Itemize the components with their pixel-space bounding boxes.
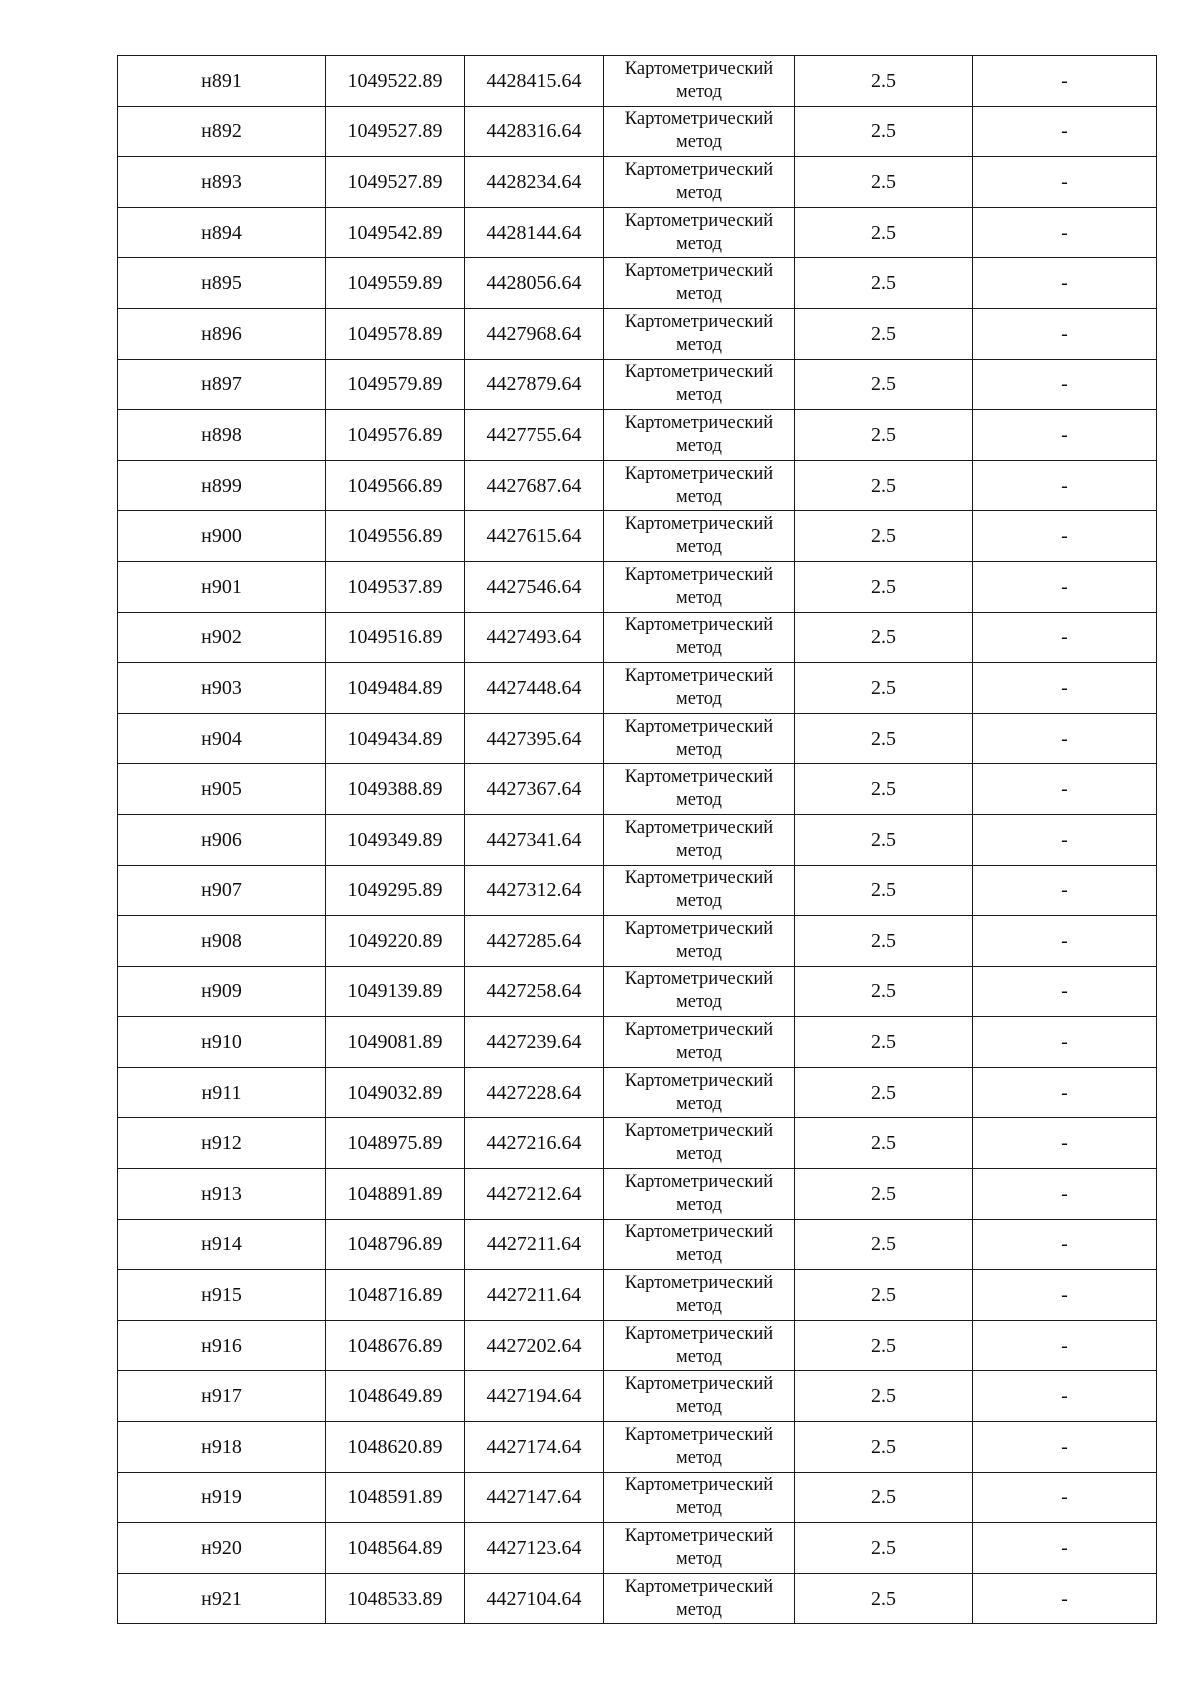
point-id-cell: н909	[118, 966, 326, 1017]
table-row	[118, 916, 1157, 967]
accuracy-cell: 2.5	[795, 1017, 973, 1068]
note-cell: -	[973, 966, 1157, 1017]
method-line-2: метод	[676, 233, 722, 254]
point-id-cell: н896	[118, 308, 326, 359]
point-id-cell: н910	[118, 1017, 326, 1068]
method-line-2: метод	[676, 537, 722, 558]
x-coordinate-cell: 1048796.89	[326, 1219, 465, 1270]
accuracy-cell: 2.5	[795, 410, 973, 461]
point-id-cell: н904	[118, 713, 326, 764]
method-line-1: Картометрический	[624, 514, 774, 535]
method-line-2: метод	[676, 638, 722, 659]
point-id-cell: н911	[118, 1067, 326, 1118]
x-coordinate-cell: 1049579.89	[326, 359, 465, 410]
point-id-cell: н916	[118, 1320, 326, 1371]
method-line-2: метод	[676, 992, 722, 1013]
method-line-2: метод	[676, 385, 722, 406]
accuracy-cell: 2.5	[795, 1371, 973, 1422]
y-coordinate-cell: 4428234.64	[465, 157, 604, 208]
y-coordinate-cell: 4427285.64	[465, 916, 604, 967]
accuracy-cell: 2.5	[795, 359, 973, 410]
point-id-cell: н906	[118, 814, 326, 865]
method-cell	[604, 359, 795, 410]
table-row	[118, 1017, 1157, 1068]
table-row	[118, 56, 1157, 107]
method-line-1: Картометрический	[624, 1020, 774, 1041]
note-cell: -	[973, 258, 1157, 309]
method-line-1: Картометрический	[624, 767, 774, 788]
method-cell	[604, 157, 795, 208]
method-cell	[604, 207, 795, 258]
method-line-1: Картометрический	[624, 159, 774, 180]
note-cell: -	[973, 1169, 1157, 1220]
method-line-1: Картометрический	[624, 1526, 774, 1547]
accuracy-cell: 2.5	[795, 966, 973, 1017]
method-line-1: Картометрический	[624, 1323, 774, 1344]
method-line-1: Картометрический	[624, 1273, 774, 1294]
note-cell: -	[973, 814, 1157, 865]
x-coordinate-cell: 1048564.89	[326, 1523, 465, 1574]
method-cell	[604, 612, 795, 663]
x-coordinate-cell: 1049542.89	[326, 207, 465, 258]
table-row	[118, 663, 1157, 714]
method-cell	[604, 663, 795, 714]
table-row	[118, 966, 1157, 1017]
accuracy-cell: 2.5	[795, 1472, 973, 1523]
x-coordinate-cell: 1048591.89	[326, 1472, 465, 1523]
y-coordinate-cell: 4427211.64	[465, 1270, 604, 1321]
method-line-2: метод	[676, 1346, 722, 1367]
x-coordinate-cell: 1049566.89	[326, 460, 465, 511]
y-coordinate-cell: 4427448.64	[465, 663, 604, 714]
y-coordinate-cell: 4427879.64	[465, 359, 604, 410]
method-line-2: метод	[676, 1498, 722, 1519]
method-cell	[604, 1320, 795, 1371]
y-coordinate-cell: 4427493.64	[465, 612, 604, 663]
method-line-2: метод	[676, 1599, 722, 1620]
method-line-2: метод	[676, 1397, 722, 1418]
y-coordinate-cell: 4427615.64	[465, 511, 604, 562]
point-id-cell: н894	[118, 207, 326, 258]
method-cell	[604, 1219, 795, 1270]
accuracy-cell: 2.5	[795, 1523, 973, 1574]
method-cell	[604, 106, 795, 157]
accuracy-cell: 2.5	[795, 511, 973, 562]
x-coordinate-cell: 1048649.89	[326, 1371, 465, 1422]
point-id-cell: н901	[118, 561, 326, 612]
method-cell	[604, 1118, 795, 1169]
point-id-cell: н899	[118, 460, 326, 511]
point-id-cell: н921	[118, 1573, 326, 1624]
x-coordinate-cell: 1048891.89	[326, 1169, 465, 1220]
accuracy-cell: 2.5	[795, 308, 973, 359]
point-id-cell: н895	[118, 258, 326, 309]
accuracy-cell: 2.5	[795, 207, 973, 258]
table-row	[118, 207, 1157, 258]
method-line-2: метод	[676, 1549, 722, 1570]
point-id-cell: н920	[118, 1523, 326, 1574]
accuracy-cell: 2.5	[795, 1270, 973, 1321]
point-id-cell: н917	[118, 1371, 326, 1422]
note-cell: -	[973, 561, 1157, 612]
method-line-2: метод	[676, 182, 722, 203]
method-line-2: метод	[676, 688, 722, 709]
method-line-2: метод	[676, 486, 722, 507]
accuracy-cell: 2.5	[795, 1169, 973, 1220]
method-line-1: Картометрический	[624, 868, 774, 889]
x-coordinate-cell: 1049522.89	[326, 56, 465, 107]
accuracy-cell: 2.5	[795, 916, 973, 967]
table-row	[118, 1523, 1157, 1574]
method-line-2: метод	[676, 1447, 722, 1468]
accuracy-cell: 2.5	[795, 764, 973, 815]
method-line-1: Картометрический	[624, 1171, 774, 1192]
table-row	[118, 511, 1157, 562]
method-line-1: Картометрический	[624, 58, 774, 79]
method-line-2: метод	[676, 81, 722, 102]
point-id-cell: н918	[118, 1422, 326, 1473]
y-coordinate-cell: 4427216.64	[465, 1118, 604, 1169]
note-cell: -	[973, 916, 1157, 967]
point-id-cell: н915	[118, 1270, 326, 1321]
table-row	[118, 359, 1157, 410]
method-line-1: Картометрический	[624, 412, 774, 433]
y-coordinate-cell: 4428415.64	[465, 56, 604, 107]
x-coordinate-cell: 1049484.89	[326, 663, 465, 714]
note-cell: -	[973, 1017, 1157, 1068]
x-coordinate-cell: 1049556.89	[326, 511, 465, 562]
accuracy-cell: 2.5	[795, 865, 973, 916]
method-line-1: Картометрический	[624, 665, 774, 686]
y-coordinate-cell: 4427258.64	[465, 966, 604, 1017]
note-cell: -	[973, 1270, 1157, 1321]
x-coordinate-cell: 1049578.89	[326, 308, 465, 359]
method-line-1: Картометрический	[624, 716, 774, 737]
note-cell: -	[973, 106, 1157, 157]
y-coordinate-cell: 4428316.64	[465, 106, 604, 157]
accuracy-cell: 2.5	[795, 713, 973, 764]
method-line-1: Картометрический	[624, 1374, 774, 1395]
method-line-1: Картометрический	[624, 463, 774, 484]
y-coordinate-cell: 4427104.64	[465, 1573, 604, 1624]
note-cell: -	[973, 1371, 1157, 1422]
y-coordinate-cell: 4427687.64	[465, 460, 604, 511]
y-coordinate-cell: 4427194.64	[465, 1371, 604, 1422]
x-coordinate-cell: 1048533.89	[326, 1573, 465, 1624]
accuracy-cell: 2.5	[795, 106, 973, 157]
accuracy-cell: 2.5	[795, 1422, 973, 1473]
note-cell: -	[973, 157, 1157, 208]
y-coordinate-cell: 4427239.64	[465, 1017, 604, 1068]
table-row	[118, 1371, 1157, 1422]
accuracy-cell: 2.5	[795, 1219, 973, 1270]
method-line-2: метод	[676, 1043, 722, 1064]
method-line-2: метод	[676, 891, 722, 912]
table-row	[118, 1472, 1157, 1523]
y-coordinate-cell: 4427147.64	[465, 1472, 604, 1523]
x-coordinate-cell: 1049576.89	[326, 410, 465, 461]
method-cell	[604, 1371, 795, 1422]
y-coordinate-cell: 4427367.64	[465, 764, 604, 815]
table-row	[118, 1118, 1157, 1169]
note-cell: -	[973, 410, 1157, 461]
y-coordinate-cell: 4427228.64	[465, 1067, 604, 1118]
y-coordinate-cell: 4427968.64	[465, 308, 604, 359]
method-line-2: метод	[676, 941, 722, 962]
method-line-1: Картометрический	[624, 362, 774, 383]
accuracy-cell: 2.5	[795, 460, 973, 511]
method-cell	[604, 916, 795, 967]
y-coordinate-cell: 4427174.64	[465, 1422, 604, 1473]
table-row	[118, 410, 1157, 461]
x-coordinate-cell: 1048620.89	[326, 1422, 465, 1473]
x-coordinate-cell: 1049032.89	[326, 1067, 465, 1118]
method-cell	[604, 1169, 795, 1220]
table-row	[118, 865, 1157, 916]
note-cell: -	[973, 308, 1157, 359]
x-coordinate-cell: 1049537.89	[326, 561, 465, 612]
method-cell	[604, 1270, 795, 1321]
y-coordinate-cell: 4428056.64	[465, 258, 604, 309]
table-row	[118, 1422, 1157, 1473]
point-id-cell: н903	[118, 663, 326, 714]
method-line-1: Картометрический	[624, 969, 774, 990]
note-cell: -	[973, 1573, 1157, 1624]
accuracy-cell: 2.5	[795, 157, 973, 208]
y-coordinate-cell: 4427312.64	[465, 865, 604, 916]
y-coordinate-cell: 4427395.64	[465, 713, 604, 764]
y-coordinate-cell: 4427212.64	[465, 1169, 604, 1220]
note-cell: -	[973, 56, 1157, 107]
table-row	[118, 1270, 1157, 1321]
note-cell: -	[973, 612, 1157, 663]
method-line-1: Картометрический	[624, 109, 774, 130]
accuracy-cell: 2.5	[795, 258, 973, 309]
point-id-cell: н892	[118, 106, 326, 157]
x-coordinate-cell: 1049388.89	[326, 764, 465, 815]
note-cell: -	[973, 1422, 1157, 1473]
note-cell: -	[973, 713, 1157, 764]
method-line-1: Картометрический	[624, 817, 774, 838]
method-cell	[604, 865, 795, 916]
point-id-cell: н897	[118, 359, 326, 410]
note-cell: -	[973, 359, 1157, 410]
table-row	[118, 612, 1157, 663]
method-cell	[604, 1422, 795, 1473]
x-coordinate-cell: 1048716.89	[326, 1270, 465, 1321]
x-coordinate-cell: 1049559.89	[326, 258, 465, 309]
y-coordinate-cell: 4427546.64	[465, 561, 604, 612]
note-cell: -	[973, 1118, 1157, 1169]
method-line-1: Картометрический	[624, 564, 774, 585]
point-id-cell: н907	[118, 865, 326, 916]
method-cell	[604, 561, 795, 612]
note-cell: -	[973, 1523, 1157, 1574]
method-line-2: метод	[676, 1144, 722, 1165]
y-coordinate-cell: 4427755.64	[465, 410, 604, 461]
method-line-1: Картометрический	[624, 1576, 774, 1597]
accuracy-cell: 2.5	[795, 561, 973, 612]
method-cell	[604, 511, 795, 562]
y-coordinate-cell: 4427123.64	[465, 1523, 604, 1574]
note-cell: -	[973, 1067, 1157, 1118]
y-coordinate-cell: 4428144.64	[465, 207, 604, 258]
point-id-cell: н908	[118, 916, 326, 967]
note-cell: -	[973, 663, 1157, 714]
table-row	[118, 157, 1157, 208]
point-id-cell: н891	[118, 56, 326, 107]
method-line-1: Картометрический	[624, 1222, 774, 1243]
x-coordinate-cell: 1048676.89	[326, 1320, 465, 1371]
note-cell: -	[973, 1219, 1157, 1270]
x-coordinate-cell: 1049139.89	[326, 966, 465, 1017]
point-id-cell: н905	[118, 764, 326, 815]
x-coordinate-cell: 1049081.89	[326, 1017, 465, 1068]
method-cell	[604, 1472, 795, 1523]
method-line-2: метод	[676, 739, 722, 760]
method-cell	[604, 56, 795, 107]
table-row	[118, 561, 1157, 612]
method-cell	[604, 713, 795, 764]
method-line-2: метод	[676, 334, 722, 355]
accuracy-cell: 2.5	[795, 1118, 973, 1169]
point-id-cell: н898	[118, 410, 326, 461]
method-line-1: Картометрический	[624, 261, 774, 282]
method-line-2: метод	[676, 790, 722, 811]
document-page	[117, 55, 1156, 1624]
method-line-1: Картометрический	[624, 210, 774, 231]
note-cell: -	[973, 207, 1157, 258]
table-row	[118, 308, 1157, 359]
table-row	[118, 258, 1157, 309]
method-line-1: Картометрический	[624, 1424, 774, 1445]
y-coordinate-cell: 4427341.64	[465, 814, 604, 865]
method-cell	[604, 1523, 795, 1574]
accuracy-cell: 2.5	[795, 1067, 973, 1118]
method-cell	[604, 1067, 795, 1118]
method-line-2: метод	[676, 284, 722, 305]
method-cell	[604, 814, 795, 865]
method-line-1: Картометрический	[624, 918, 774, 939]
method-line-2: метод	[676, 1093, 722, 1114]
method-cell	[604, 460, 795, 511]
point-id-cell: н900	[118, 511, 326, 562]
accuracy-cell: 2.5	[795, 814, 973, 865]
method-cell	[604, 966, 795, 1017]
method-line-2: метод	[676, 1194, 722, 1215]
table-row	[118, 1320, 1157, 1371]
table-row	[118, 460, 1157, 511]
method-line-2: метод	[676, 840, 722, 861]
note-cell: -	[973, 460, 1157, 511]
method-line-2: метод	[676, 435, 722, 456]
note-cell: -	[973, 764, 1157, 815]
accuracy-cell: 2.5	[795, 612, 973, 663]
y-coordinate-cell: 4427202.64	[465, 1320, 604, 1371]
point-id-cell: н914	[118, 1219, 326, 1270]
method-line-1: Картометрический	[624, 1070, 774, 1091]
method-line-1: Картометрический	[624, 1121, 774, 1142]
note-cell: -	[973, 511, 1157, 562]
table-row	[118, 1219, 1157, 1270]
method-cell	[604, 764, 795, 815]
note-cell: -	[973, 1320, 1157, 1371]
method-line-1: Картометрический	[624, 311, 774, 332]
accuracy-cell: 2.5	[795, 56, 973, 107]
note-cell: -	[973, 1472, 1157, 1523]
coordinates-table-body	[118, 56, 1157, 1624]
table-row	[118, 1573, 1157, 1624]
point-id-cell: н893	[118, 157, 326, 208]
accuracy-cell: 2.5	[795, 1573, 973, 1624]
method-line-2: метод	[676, 1245, 722, 1266]
method-line-2: метод	[676, 587, 722, 608]
table-row	[118, 713, 1157, 764]
accuracy-cell: 2.5	[795, 1320, 973, 1371]
method-line-1: Картометрический	[624, 1475, 774, 1496]
method-cell	[604, 410, 795, 461]
table-row	[118, 1067, 1157, 1118]
note-cell: -	[973, 865, 1157, 916]
coordinates-table	[117, 55, 1157, 1624]
accuracy-cell: 2.5	[795, 663, 973, 714]
point-id-cell: н919	[118, 1472, 326, 1523]
table-row	[118, 764, 1157, 815]
x-coordinate-cell: 1049295.89	[326, 865, 465, 916]
x-coordinate-cell: 1049527.89	[326, 106, 465, 157]
x-coordinate-cell: 1049434.89	[326, 713, 465, 764]
y-coordinate-cell: 4427211.64	[465, 1219, 604, 1270]
method-cell	[604, 1017, 795, 1068]
method-line-1: Картометрический	[624, 615, 774, 636]
method-line-2: метод	[676, 132, 722, 153]
x-coordinate-cell: 1049516.89	[326, 612, 465, 663]
method-line-2: метод	[676, 1296, 722, 1317]
point-id-cell: н902	[118, 612, 326, 663]
x-coordinate-cell: 1049349.89	[326, 814, 465, 865]
method-cell	[604, 308, 795, 359]
method-cell	[604, 1573, 795, 1624]
x-coordinate-cell: 1049527.89	[326, 157, 465, 208]
x-coordinate-cell: 1049220.89	[326, 916, 465, 967]
table-row	[118, 1169, 1157, 1220]
point-id-cell: н913	[118, 1169, 326, 1220]
method-cell	[604, 258, 795, 309]
x-coordinate-cell: 1048975.89	[326, 1118, 465, 1169]
point-id-cell: н912	[118, 1118, 326, 1169]
table-row	[118, 814, 1157, 865]
table-row	[118, 106, 1157, 157]
